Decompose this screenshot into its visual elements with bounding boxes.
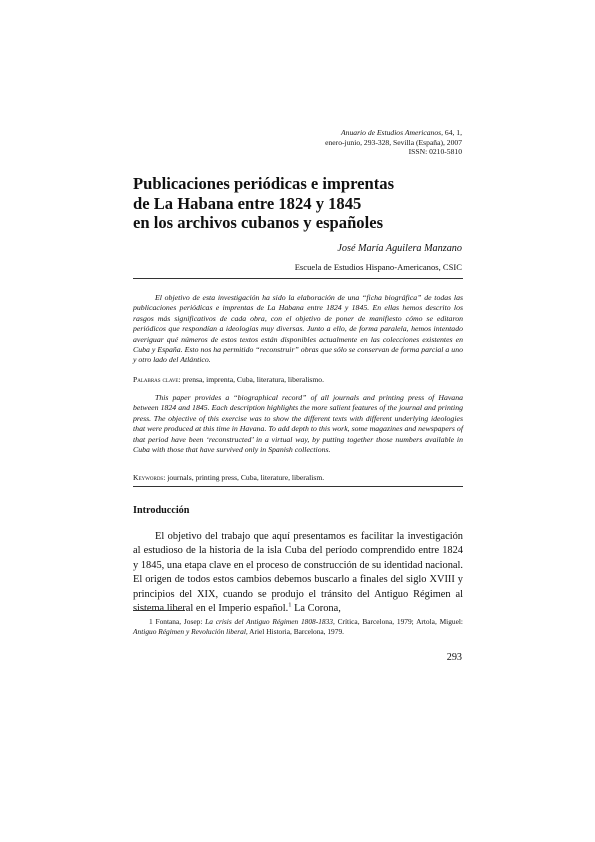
footnote-number: 1 (149, 617, 153, 626)
keywords-text: prensa, imprenta, Cuba, literatura, liberalismo. (180, 375, 324, 384)
footnote-title: La crisis del Antiguo Régimen 1808-1833, (205, 617, 335, 626)
title-line: de La Habana entre 1824 y 1845 (133, 193, 362, 213)
body-text: El objetivo del trabajo que aquí presentamos es facilitar la investigación al estudioso de la historia de la isla Cuba del período comprendido entre 1824 y 1845, una etapa clave en el proceso de construcción de su identidad nacional. El origen de todos estos cambios debemos buscarlo a finales del siglo XVIII y principios del XIX, cuando se produjo el tránsito del Antiguo Régimen al sistema liberal en el Imperio español. (133, 531, 463, 615)
journal-reference (202, 128, 462, 157)
author-name: José María Aguilera Manzano (337, 243, 462, 254)
journal-name: Anuario de Estudios Americanos, (341, 128, 443, 137)
keywords-english (133, 473, 463, 483)
body-text-tail: La Corona, (291, 603, 341, 615)
keywords-text: journals, printing press, Cuba, literature, liberalism. (165, 473, 325, 482)
keywords-spanish (133, 375, 463, 385)
footnote-author: Fontana, Josep: (152, 617, 206, 626)
footnote (133, 617, 463, 638)
abstract-spanish: El objetivo de esta investigación ha sido la elaboración de una “ficha biográfica” de todas las publicaciones periódicas e imprentas de La Habana entre 1824 y 1845. En ellas hemos descrito los rasgos más significativos de cada obra, con el objetivo de poner de manifiesto cómo se editaron periódicos que respondían a ideologías muy diversas. Junto a ello, de forma paralela, hemos intentado averiguar qué números de estos textos están disponibles actualmente en las colecciones existentes en Cuba y España. Esto nos ha permitido “reconstruir” obras que sólo se conservan de forma parcial a uno y otro lado del Atlántico. (133, 293, 463, 365)
article-title (133, 174, 463, 233)
title-line: en los archivos cubanos y españoles (133, 213, 384, 232)
footnote-reference[interactable]: 1 (288, 601, 292, 609)
footnote-title: Antiguo Régimen y Revolución liberal, (133, 627, 248, 637)
footnote-publisher: Crítica, Barcelona, 1979; Artola, Miguel: (334, 617, 463, 626)
title-line: Publicaciones periódicas e imprentas (133, 174, 395, 193)
footnote-divider (133, 610, 185, 611)
page-number: 293 (446, 652, 462, 663)
body-paragraph (133, 530, 463, 616)
journal-issue-line: enero-junio, 293-328, Sevilla (España), 2007 (325, 137, 462, 147)
keywords-label: Palabras clave: (133, 375, 181, 384)
abstract-divider (133, 486, 463, 487)
journal-issn: ISSN: 0210-5810 (408, 147, 462, 157)
section-heading: Introducción (133, 505, 190, 516)
abstract-english: This paper provides a “biographical record” of all journals and printing press of Havana between 1824 and 1845. Each description highlights the more salient features of the journal and printing press. The objective of this exercise was to show the different texts with different underlying ideologies that were produced at this time in Havana. To add depth to this work, some magazines and newspapers of that period have been ‘reconstructed’ in a virtual way, by putting together those numbers available in Cuba with those that have survived only in Spanish collections. (133, 393, 463, 455)
keywords-label: Keywords: (133, 473, 166, 482)
header-divider (133, 278, 463, 279)
author-affiliation: Escuela de Estudios Hispano-Americanos, CSIC (294, 262, 462, 272)
journal-volume: 64, 1, (444, 128, 462, 137)
footnote-publisher: Ariel Historia, Barcelona, 1979. (247, 627, 344, 637)
